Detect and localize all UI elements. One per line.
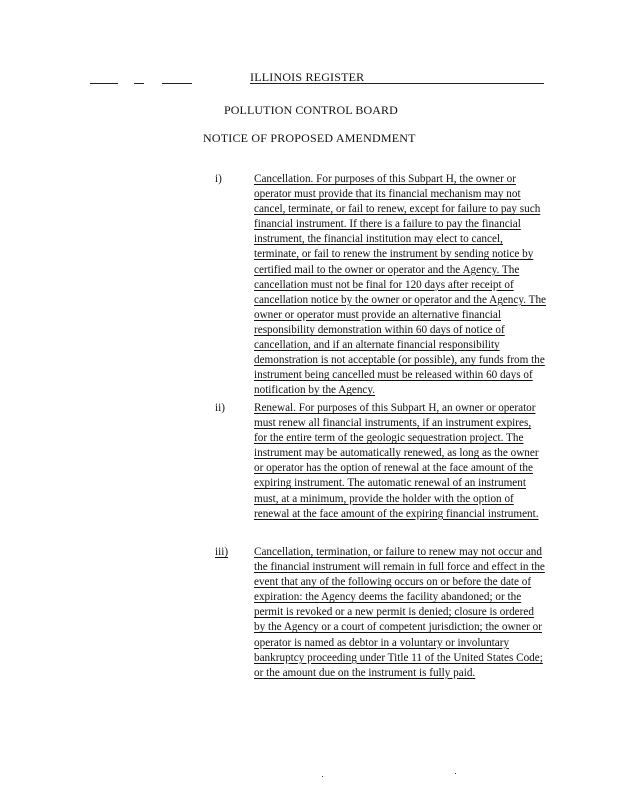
header-rule-left-2 (134, 83, 144, 84)
scan-speck (322, 776, 323, 777)
paragraph-text: Renewal. For purposes of this Subpart H, an owner or operator must renew all financial instruments, if an instrument expires, for the entire term of the geologic sequestration project. The instrument may be automatically renewed, as long as the owner or operator has the option of renewal at the face amount of the expiring instrument. The automatic renewal of an instrument must, at a minimum, provide the holder with the option of renewal at the face amount of the expiring financial instrument. (254, 402, 539, 520)
register-title: ILLINOIS REGISTER (250, 70, 365, 84)
board-name: POLLUTION CONTROL BOARD (224, 103, 398, 117)
scan-speck (455, 773, 456, 774)
header-rule-left-1 (90, 83, 118, 84)
notice-title: NOTICE OF PROPOSED AMENDMENT (203, 131, 416, 145)
paragraph-text: Cancellation. For purposes of this Subpart H, the owner or operator must provide that its financial mechanism may not cancel, terminate, or fail to renew, except for failure to pay such financial instrument. If there is a failure to pay the financial instrument, the financial institution may elect to cancel, terminate, or fail to renew the instrument by sending notice by certified mail to the owner or operator and the Agency. The cancellation must not be final for 120 days after receipt of cancellation notice by the owner or operator and the Agency. The owner or operator must provide an alternative financial responsibility demonstration within 60 days of notice of cancellation, and if an alternate financial responsibility demonstration is not acceptable (or possible), any funds from the instrument being cancelled must be released within 60 days of notification by the Agency. (254, 173, 547, 397)
paragraph-i (215, 172, 547, 397)
paragraph-number: ii) (215, 402, 225, 414)
paragraph-number: i) (215, 173, 222, 185)
paragraph-ii (215, 401, 545, 531)
paragraph-number: iii) (215, 546, 229, 558)
paragraph-iii (215, 545, 545, 690)
paragraph-text: Cancellation, termination, or failure to renew may not occur and the financial instrument will remain in full force and effect in the event that any of the following occurs on or before the date of expiration: the Agency deems the facility abandoned; or the permit is revoked or a new permit is denied; closure is ordered by the Agency or a court of competent jurisdiction; the owner or operator is named as debtor in a voluntary or involuntary bankruptcy proceeding under Title 11 of the United States Code; or the amount due on the instrument is fully paid. (254, 546, 545, 679)
header-rule-left-3 (162, 83, 192, 84)
